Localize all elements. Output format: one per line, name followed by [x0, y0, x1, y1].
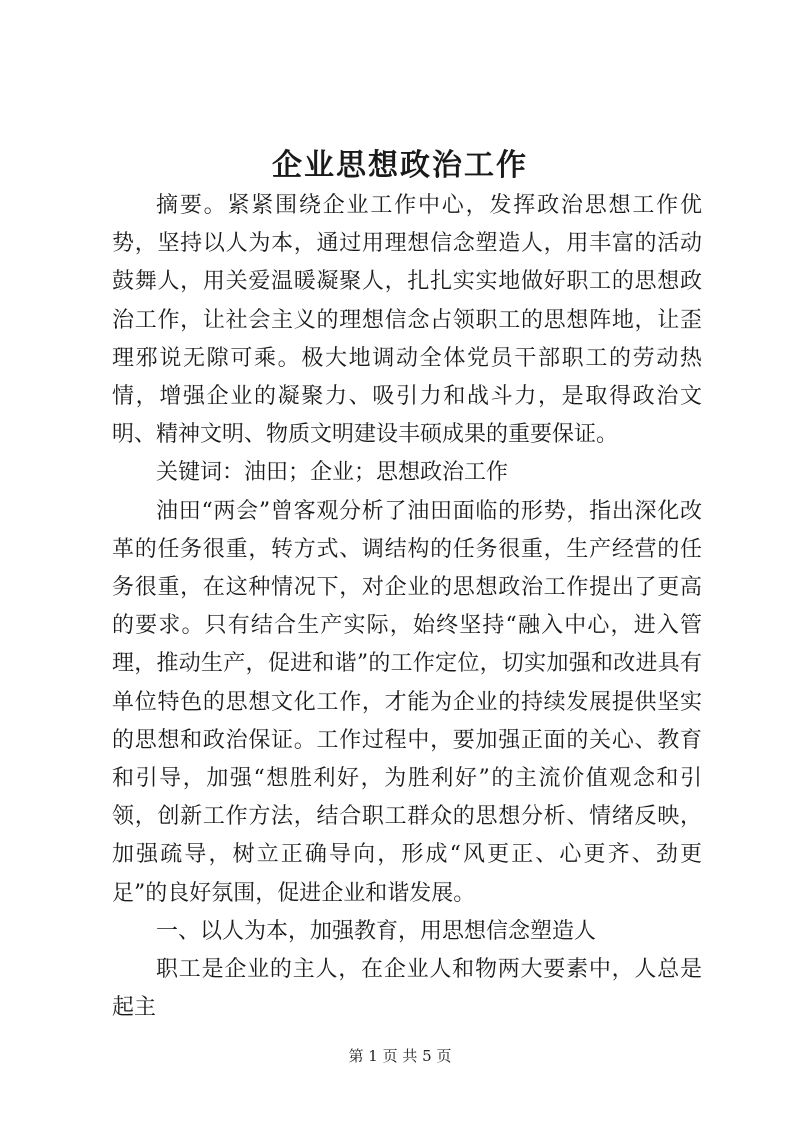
abstract-paragraph: 摘要。紧紧围绕企业工作中心，发挥政治思想工作优势，坚持以人为本，通过用理想信念塑造人，用丰富的活动鼓舞人，用关爱温暖凝聚人，扎扎实实地做好职工的思想政治工作，让社会主义的理想信念占领职工的思想阵地，让歪理邪说无隙可乘。极大地调动全体党员干部职工的劳动热情，增强企业的凝聚力、吸引力和战斗力，是取得政治文明、精神文明、物质文明建设丰硕成果的重要保证。	[112, 193, 702, 448]
document-title: 企业思想政治工作	[272, 148, 528, 183]
intro-paragraph: 油田“两会”曾客观分析了油田面临的形势，指出深化改革的任务很重，转方式、调结构的任务很重，生产经营的任务很重，在这种情况下，对企业的思想政治工作提出了更高的要求。只有结合生产实际，始终坚持“融入中心，进入管理，推动生产，促进和谐”的工作定位，切实加强和改进具有单位特色的思想文化工作，才能为企业的持续发展提供坚实的思想和政治保证。工作过程中，要加强正面的关心、教育和引导，加强“想胜利好，为胜利好”的主流价值观念和引领，创新工作方法，结合职工群众的思想分析、情绪反映，加强疏导，树立正确导向，形成“风更正、心更齐、劲更足”的良好氛围，促进企业和谐发展。	[112, 498, 702, 906]
keywords-paragraph: 关键词：油田；企业；思想政治工作	[156, 460, 509, 486]
page-footer: 第 1 页 共 5 页	[348, 1047, 452, 1065]
section-paragraph: 职工是企业的主人，在企业人和物两大要素中，人总是起主	[112, 957, 702, 1021]
section-heading: 一、以人为本，加强教育，用思想信念塑造人	[156, 918, 597, 944]
document-body	[112, 187, 702, 1027]
